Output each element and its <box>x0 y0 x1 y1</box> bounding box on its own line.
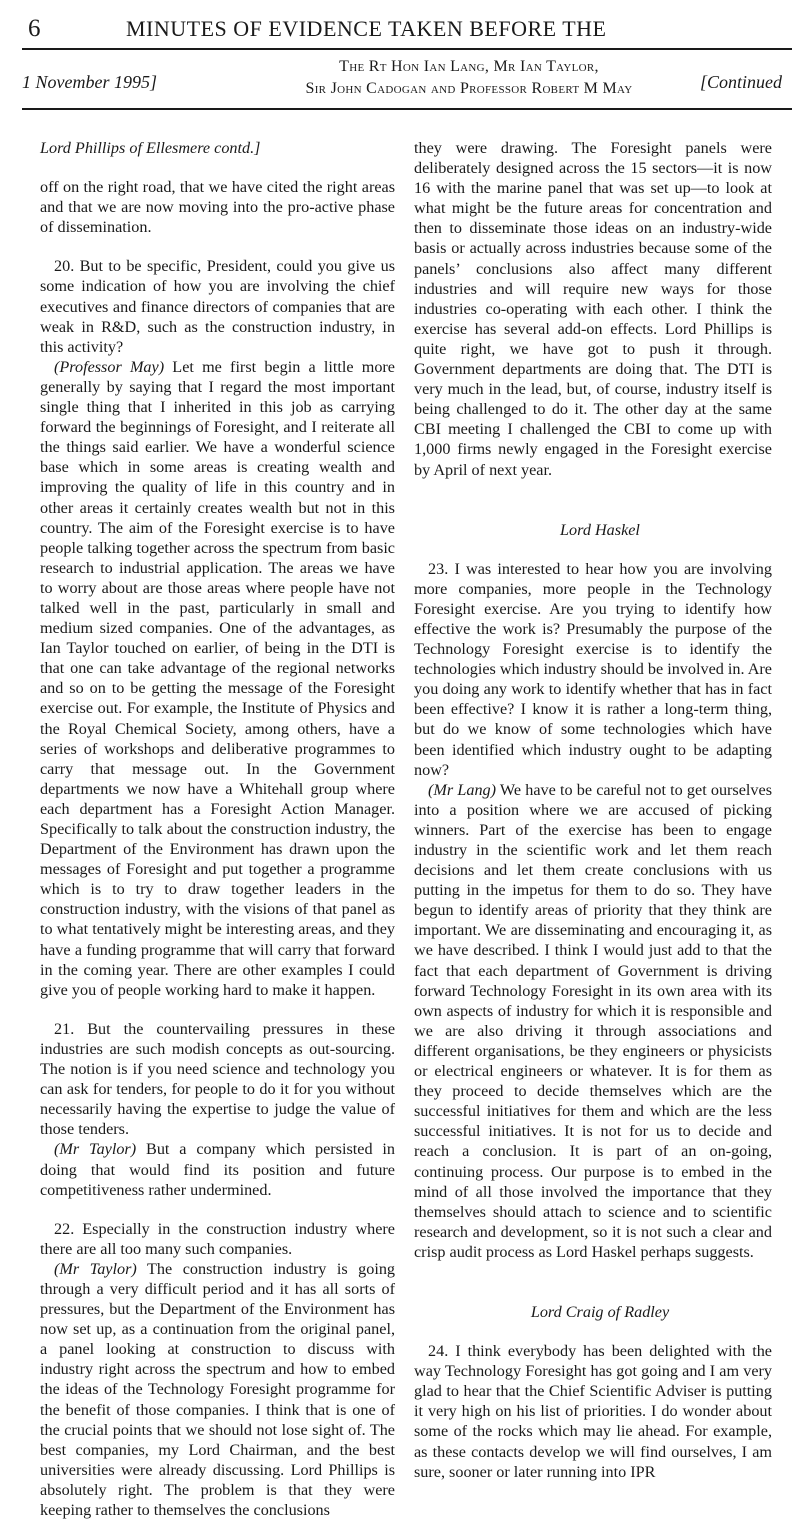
speaker-heading: Lord Phillips of Ellesmere contd.] <box>40 139 261 157</box>
answer-20-text: Let me first begin a little more generally by saying that I regard the most important single thing that I inherited in this job as carrying forward the beginnings of Foresight, and I reiterate all the things said earlier. We have a wonderful science base which in some areas is creating wealth and improving the quality of life in this country and in other areas it certainly creates wealth but not in this country. The aim of the Foresight exercise is to have people talking together across the spectrum from basic research to industrial application. The areas we have to worry about are those areas where people have not talked well in the past, particularly in small and medium sized companies. One of the advantages, as Ian Taylor touched on earlier, of being in the DTI is that one can take advantage of the regional networks and so on to be getting the message of the Foresight exercise out. For example, the Institute of Physics and the Royal Chemical Society, among others, have a series of workshops and deliberative programmes to carry that message out. In the Government departments we now have a Whitehall group where each department has a Foresight Action Manager. Specifically to talk about the construction industry, the Department of the Environment has drawn upon the messages of Foresight and put together a programme which is to try to draw together leaders in the construction industry, with the visions of that panel as to what tentatively might be interesting areas, and they have a funding programme that will carry that forward in the coming year. There are other examples I could give you of people working hard to make it happen. <box>40 357 395 999</box>
paragraph-continuation: they were drawing. The Foresight panels were deliberately designed across the 15 sectors—it is now 16 with the marine panel that was set up—to look at what might be the future areas for concentration and then to disseminate those ideas on an industry-wide basis or actually across industries because some of the panels’ conclusions also affect many different industries and will require new ways for those industries co-operating with each other. I think the exercise has several add-on effects. Lord Phillips is quite right, we have got to push it through. Government departments are doing that. The DTI is very much in the lead, but, of course, industry itself is being challenged to do it. The other day at the same CBI meeting I challenged the CBI to come up with 1,000 firms newly engaged in the Foresight exercise by April of next year. <box>414 139 772 479</box>
speaker-heading-haskel: Lord Haskel <box>560 520 640 539</box>
answer-20 <box>40 357 395 1000</box>
witness-line-2: Sir John Cadogan and Professor Robert M May <box>305 80 633 97</box>
paragraph-continuation: off on the right road, that we have cited the right areas and that we are now moving into the pro-active phase of dissemination. <box>40 178 395 237</box>
answer-21-speaker: (Mr Taylor) <box>54 1140 137 1159</box>
page-number: 6 <box>28 15 41 42</box>
answer-22-text: The construction industry is going through a very difficult period and it has all sorts of pressures, but the Department of the Environment has now set up, as a continuation from the original panel, a panel looking at construction to discuss with industry right across the spectrum and how to embed the ideas of the Technology Foresight programme for the benefit of those companies. I think that is one of the crucial points that we should not lose sight of. The best companies, my Lord Chairman, and the best universities were already discussing. Lord Phillips is absolutely right. The problem is that they were keeping rather to themselves the conclusions <box>40 1259 396 1519</box>
answer-23-text: We have to be careful not to get ourselves into a position where we are accused of picking winners. Part of the exercise has been to engage industry in the scientific work and let them reach decisions and let them create conclusions with us putting in the impetus for them to do so. They have begun to identify areas of priority that they think are important. We are disseminating and encouraging it, as we have described. I think I would just add to that the fact that each department of Government is driving forward Technology Foresight in its own area with its own aspects of industry for which it is responsible and we are also driving it through associations and different organisations, be they engineers or physicists or electrical engineers or whatever. It is for them as they proceed to decide themselves which are the successful initiatives for them and which are the less successful initiatives. It is not for us to decide and reach a conclusion. It is part of an on-going, continuing process. Our purpose is to embed in the mind of all those involved the importance that they themselves should attach to science and to scientific research and development, so it is not such a clear and crisp audit process as Lord Haskel perhaps suggests. <box>414 780 772 1261</box>
witness-list <box>254 56 684 100</box>
answer-22-speaker: (Mr Taylor) <box>54 1259 137 1278</box>
question-24: 24. I think everybody has been delighted with the way Technology Foresight has got going and I am very glad to hear that the Chief Scientific Adviser is putting it very high on his list of priorities. I do wonder about some of the rocks which may lie ahead. For example, as these contacts develop we will find ourselves, I am sure, sooner or later running into IPR <box>414 1342 772 1481</box>
running-title: MINUTES OF EVIDENCE TAKEN BEFORE THE <box>126 16 607 41</box>
question-23: 23. I was interested to hear how you are involving more companies, more people in the Technology Foresight exercise. Are you trying to identify how effective the work is? Presumably the purpose of the Technology Foresight exercise is to identify the technologies which industry should be involved in. Are you doing any work to identify whether that has in fact been effective? I know it is rather a long-term thing, but do we know of some technologies which have been identified which industry ought to be adapting now? <box>414 559 772 779</box>
question-21: 21. But the countervailing pressures in these industries are such modish concepts as out-sourcing. The notion is if you need science and technology you can ask for tenders, for people to do it for you without necessarily having the expertise to judge the value of those tenders. <box>40 1019 395 1139</box>
answer-23-speaker: (Mr Lang) <box>428 780 497 799</box>
session-date: 1 November 1995] <box>22 72 157 92</box>
answer-23 <box>414 780 772 1262</box>
answer-21-text: But a company which persisted in doing that would find its position and future competitiveness rather undermined. <box>40 1140 396 1199</box>
running-head <box>0 14 800 44</box>
header-rule-top <box>22 48 792 50</box>
answer-21 <box>40 1139 395 1199</box>
session-line <box>0 56 800 108</box>
speaker-heading-craig: Lord Craig of Radley <box>530 1302 670 1321</box>
answer-20-speaker: (Professor May) <box>54 357 165 376</box>
answer-22 <box>40 1259 395 1520</box>
left-column <box>40 138 395 1520</box>
question-20: 20. But to be specific, President, could you give us some indication of how you are involving the chief executives and finance directors of companies that are weak in R&D, such as the construction industry, in this activity? <box>40 257 395 356</box>
witness-line-1: The Rt Hon Ian Lang, Mr Ian Taylor, <box>339 58 599 75</box>
header-rule-bottom <box>22 108 792 110</box>
right-column <box>414 138 772 1482</box>
continued-label: [Continued <box>700 72 783 92</box>
question-22: 22. Especially in the construction industry where there are all too many such companies. <box>40 1219 395 1258</box>
